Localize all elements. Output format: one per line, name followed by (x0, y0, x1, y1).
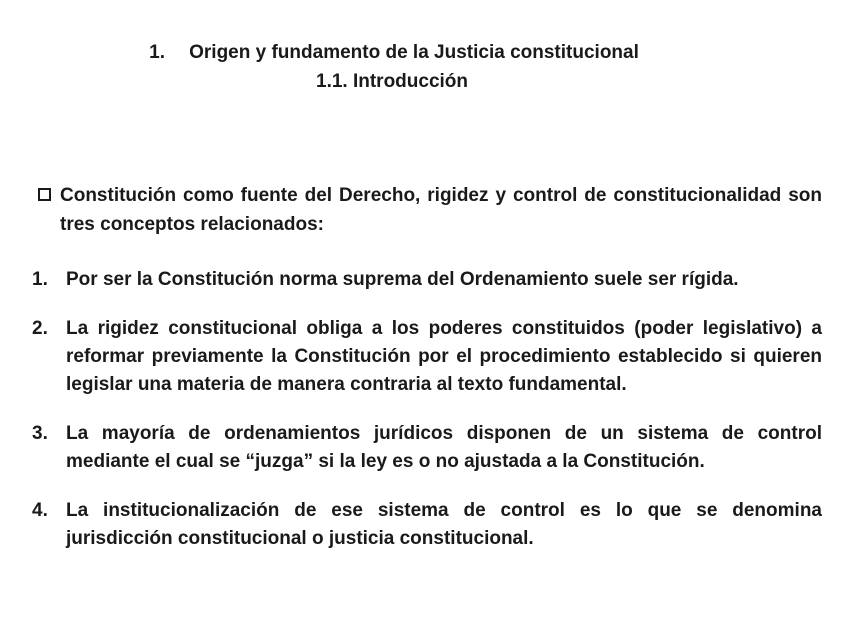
title-number: 1. (149, 42, 165, 63)
page-subtitle: 1.1. Introducción (316, 71, 469, 92)
title-text: Origen y fundamento de la Justicia constitucional (189, 42, 639, 63)
lead-paragraph (36, 181, 822, 239)
list-item (32, 497, 822, 553)
lead-text: Constitución como fuente del Derecho, rigidez y control de constitucionalidad son tres conceptos relacionados: (60, 185, 822, 235)
page-title (0, 38, 848, 67)
list-item (32, 420, 822, 476)
list-item (32, 266, 822, 294)
list-item-text: La institucionalización de ese sistema de control es lo que se denomina jurisdicción constitucional o justicia constitucional. (66, 500, 822, 549)
list-item-number: 1. (32, 269, 48, 290)
numbered-list (32, 266, 822, 574)
list-item-number: 4. (32, 500, 48, 521)
title-block (0, 38, 848, 96)
list-item (32, 315, 822, 399)
checkbox-icon (38, 188, 51, 201)
list-item-text: La rigidez constitucional obliga a los poderes constituidos (poder legislativo) a reformar previamente la Constitución por el procedimiento establecido si quieren legislar una materia de manera contraria al texto fundamental. (66, 318, 822, 395)
list-item-text: La mayoría de ordenamientos jurídicos disponen de un sistema de control mediante el cual se “juzga” si la ley es o no ajustada a la Constitución. (66, 423, 822, 472)
list-item-text: Por ser la Constitución norma suprema del Ordenamiento suele ser rígida. (66, 269, 739, 290)
list-item-number: 3. (32, 423, 48, 444)
list-item-number: 2. (32, 318, 48, 339)
